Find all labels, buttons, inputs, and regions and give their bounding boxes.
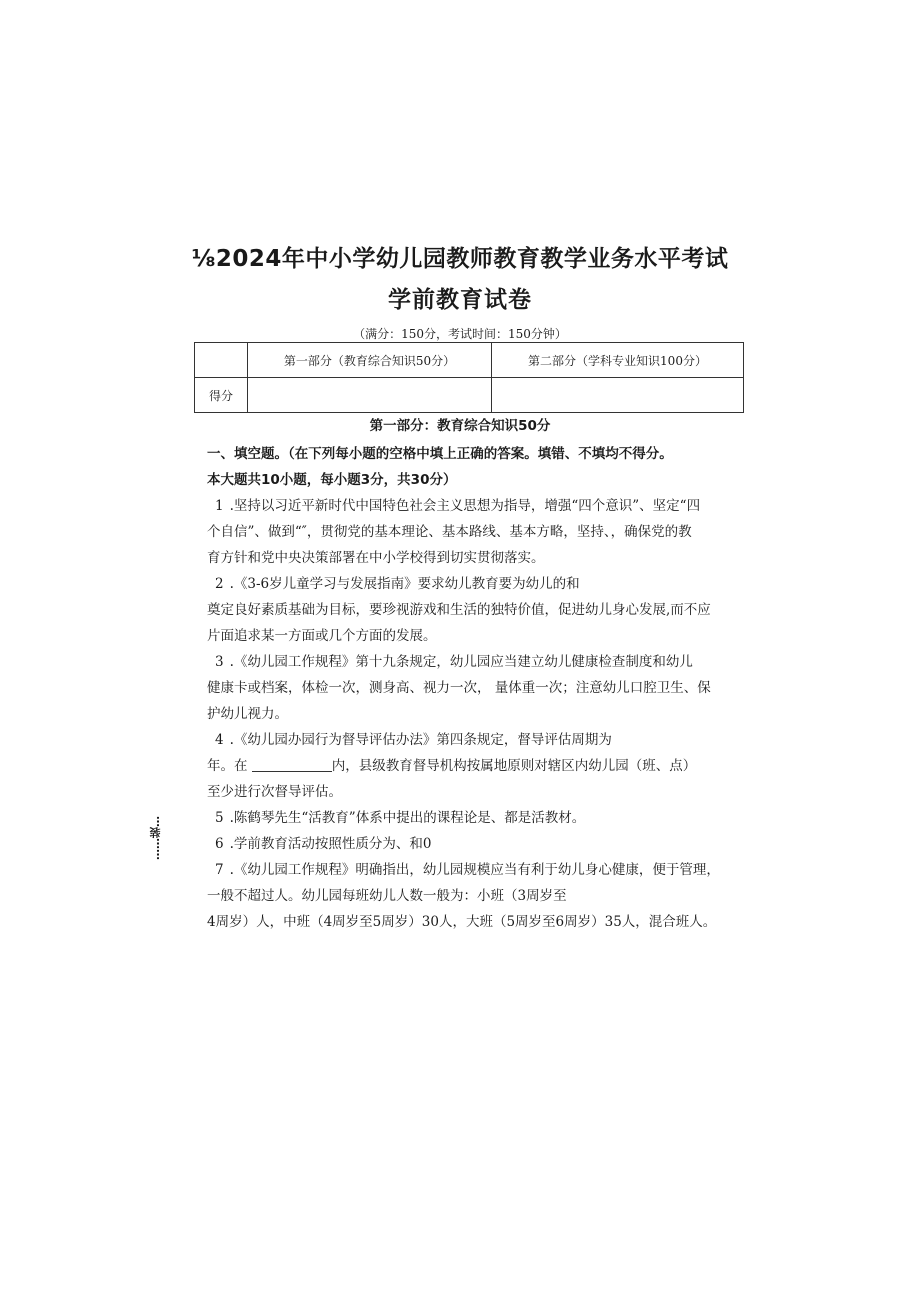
- question-text: .陈鹤琴先生“活教育”体系中提出的课程论是、都是活教材。: [229, 810, 586, 826]
- question-text: .学前教育活动按照性质分为、和0: [229, 836, 432, 852]
- question-text: 内，县级教育督导机构按属地原则对辖区内幼儿园（班、点）: [331, 758, 697, 774]
- question-4-cont: [207, 753, 763, 779]
- question-4: [207, 727, 763, 753]
- score-table: [194, 342, 744, 413]
- score-cell-part1[interactable]: [248, 378, 492, 413]
- question-text: .《幼儿园工作规程》明确指出，幼儿园规模应当有利于幼儿身心健康，便于管理，: [229, 862, 720, 878]
- question-1-cont: 育方针和党中央决策部署在中小学校得到切实贯彻落实。: [207, 550, 545, 566]
- answer-blank[interactable]: [252, 757, 332, 772]
- question-4-cont: 至少进行次督导评估。: [207, 784, 342, 800]
- question-number: 4: [215, 732, 224, 748]
- question-number: 3: [215, 654, 224, 670]
- question-3-cont: 护幼儿视力。: [207, 706, 288, 722]
- exam-subtitle: 学前教育试卷: [388, 287, 532, 313]
- question-number: 5: [215, 810, 224, 826]
- question-2-cont: 片面追求某一方面或几个方面的发展。: [207, 628, 437, 644]
- question-2: [207, 571, 763, 597]
- question-text: .《幼儿园办园行为督导评估办法》第四条规定，督导评估周期为: [229, 732, 612, 748]
- question-text: 年。在: [207, 758, 248, 774]
- question-1-cont: 个自信”、做到“″，贯彻党的基本理论、基本路线、基本方略，坚持、，确保党的教: [207, 524, 692, 540]
- question-3: [207, 649, 763, 675]
- score-label: 得分: [195, 378, 248, 413]
- question-number: 6: [215, 836, 224, 852]
- question-7: [207, 857, 763, 883]
- score-table-part1-header: 第一部分（教育综合知识50分）: [248, 343, 492, 378]
- question-2-cont: 奠定良好素质基础为目标，要珍视游戏和生活的独特价值，促进幼儿身心发展,而不应: [207, 602, 711, 618]
- question-number: 2: [215, 576, 224, 592]
- question-text: .《3-6岁儿童学习与发展指南》要求幼儿教育要为幼儿的和: [229, 576, 580, 592]
- score-cell-part2[interactable]: [492, 378, 744, 413]
- section-instruction-1: 一、填空题。（在下列每小题的空格中填上正确的答案。填错、不填均不得分。: [207, 446, 673, 462]
- section-title: 第一部分：教育综合知识50分: [369, 418, 551, 434]
- question-3-cont: 健康卡或档案，体检一次，测身高、视力一次， 量体重一次；注意幼儿口腔卫生、保: [207, 680, 711, 696]
- question-content: [207, 441, 763, 935]
- score-table-part2-header: 第二部分（学科专业知识100分）: [492, 343, 744, 378]
- binding-margin-note: ……装…: [149, 816, 162, 860]
- score-table-corner: [195, 343, 248, 378]
- exam-info: （满分：150分，考试时间：150分钟）: [353, 327, 567, 341]
- section-instruction-2: 本大题共10小题，每小题3分，共30分）: [207, 472, 457, 488]
- question-number: 1: [215, 498, 224, 514]
- question-7-cont: 一般不超过人。幼儿园每班幼儿人数一般为：小班（3周岁至: [207, 888, 567, 904]
- exam-title: ⅛2024年中小学幼儿园教师教育教学业务水平考试: [191, 246, 729, 272]
- question-7-cont: 4周岁）人，中班（4周岁至5周岁）30人，大班（5周岁至6周岁）35人，混合班人。: [207, 914, 717, 930]
- question-5: [207, 805, 763, 831]
- question-text: .《幼儿园工作规程》第十九条规定，幼儿园应当建立幼儿健康检查制度和幼儿: [229, 654, 693, 670]
- question-number: 7: [215, 862, 224, 878]
- question-6: [207, 831, 763, 857]
- question-1: [207, 493, 763, 519]
- question-text: .坚持以习近平新时代中国特色社会主义思想为指导，增强“四个意识”、坚定“四: [229, 498, 701, 514]
